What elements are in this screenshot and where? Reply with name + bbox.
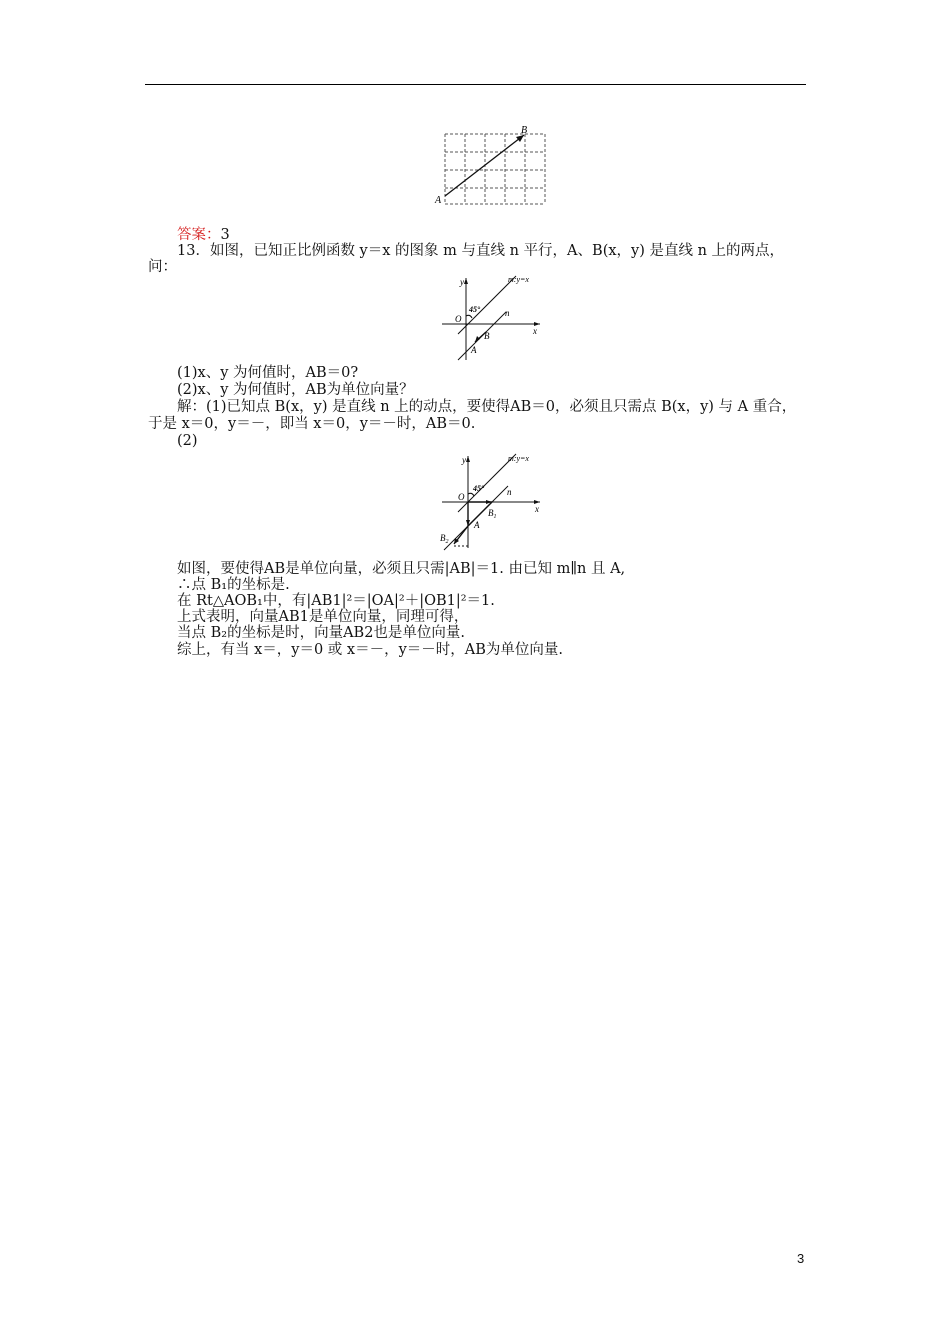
solution-line-1: 解：(1)已知点 B(x，y) 是直线 n 上的动点，要使得AB＝0，必须且只需点 B(x，y) 与 A 重合，	[177, 399, 797, 415]
label-b: B	[521, 125, 528, 136]
problem-line-2: 问：	[148, 259, 177, 275]
y-axis-label: y	[460, 277, 464, 287]
label-a: A	[435, 195, 442, 206]
dashed-grid	[445, 134, 545, 204]
solution-line-5: ∴点 B₁的坐标是.	[177, 577, 290, 593]
answer-value: 3	[220, 227, 230, 243]
label-b1: $B_1$	[488, 508, 497, 520]
label-a: A	[471, 345, 477, 355]
solution-line-2: 于是 x＝0，y＝－，即当 x＝0，y＝－时，AB＝0.	[148, 416, 476, 432]
line-m-label: m:y=x	[508, 275, 529, 284]
solution-line-6: 在 Rt△AOB₁中，有|AB1|²＝|OA|²＋|OB1|²＝1.	[177, 593, 495, 609]
solution-line-4: 如图，要使得AB是单位向量，必须且只需|AB|＝1. 由已知 m∥n 且 A,	[177, 561, 626, 577]
angle-label: 45°	[473, 484, 485, 493]
x-axis-label: x	[533, 326, 537, 336]
angle-label: 45°	[469, 305, 481, 314]
label-b: B	[484, 331, 490, 341]
figure-2	[436, 450, 548, 554]
page-number: 3	[797, 1251, 805, 1266]
grid-figure	[432, 124, 550, 208]
x-axis-label: x	[535, 504, 539, 514]
angle-arc	[468, 493, 474, 496]
origin-label: O	[458, 492, 465, 502]
solution-line-3: (2)	[177, 433, 198, 449]
label-b2: $B_2$	[440, 533, 449, 545]
line-n-label: n	[507, 487, 512, 497]
line-m	[458, 276, 516, 334]
solution-line-7: 上式表明，向量AB1是单位向量，同理可得，	[177, 609, 469, 625]
line-n-label: n	[505, 308, 510, 318]
question-1: (1)x、y 为何值时，AB＝0?	[177, 365, 359, 381]
axis-arrow-icons	[464, 278, 540, 326]
y-axis-label: y	[462, 455, 466, 465]
axis-arrow-icons	[466, 456, 540, 504]
question-2: (2)x、y 为何值时，AB为单位向量？	[177, 382, 414, 398]
answer-label: 答案：	[177, 227, 221, 243]
line-m-label: m:y=x	[508, 454, 529, 463]
angle-arc	[466, 315, 472, 318]
solution-line-9: 综上，有当 x＝，y＝0 或 x＝－，y＝－时，AB为单位向量.	[177, 642, 564, 658]
figure-1	[436, 272, 548, 364]
label-a: A	[474, 520, 480, 530]
solution-line-8: 当点 B₂的坐标是时，向量AB2也是单位向量.	[177, 625, 466, 641]
header-rule	[145, 84, 806, 85]
origin-label: O	[455, 314, 462, 324]
answer-line	[177, 227, 230, 243]
problem-line-1: 13．如图，已知正比例函数 y＝x 的图象 m 与直线 n 平行，A、B(x，y) 是直线 n 上的两点，	[177, 243, 785, 259]
